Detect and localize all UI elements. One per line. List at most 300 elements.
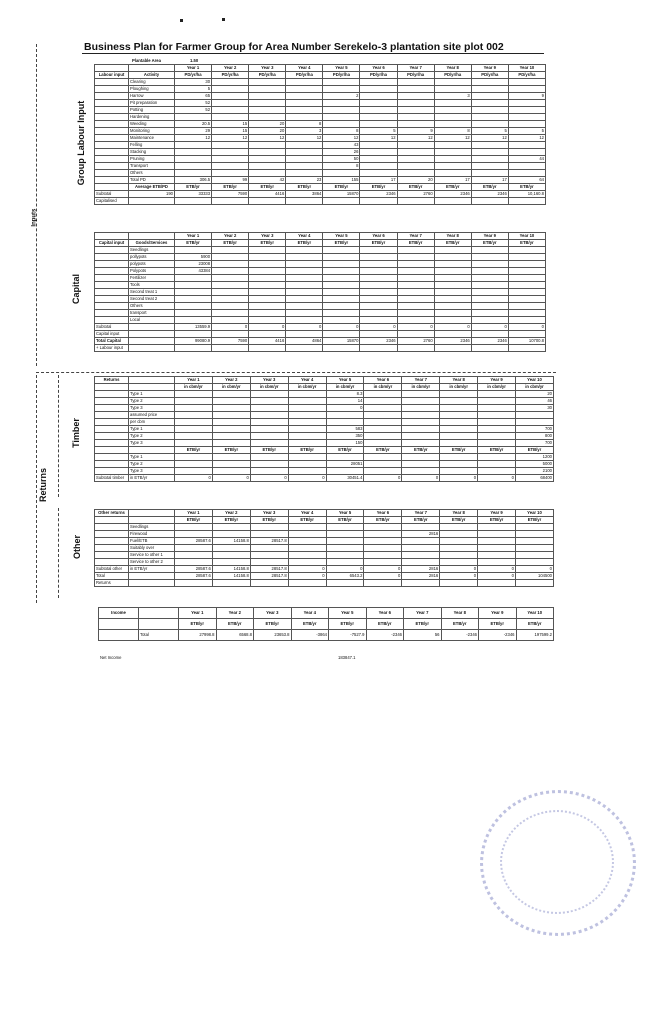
table-cell [471, 100, 508, 107]
table-cell [397, 86, 434, 93]
table-cell: Total [139, 630, 179, 641]
table-cell [95, 254, 129, 261]
table-cell [286, 198, 323, 205]
table-cell [286, 247, 323, 254]
table-row [95, 296, 546, 303]
table-cell [129, 377, 175, 384]
table-cell: 0 [212, 475, 250, 482]
table-cell: Polypots [129, 268, 175, 275]
table-cell: Year 6 [360, 65, 397, 72]
table-cell [286, 303, 323, 310]
table-cell: ETB/yr [179, 619, 217, 630]
table-cell [249, 100, 286, 107]
table-cell [129, 573, 175, 580]
table-cell [434, 282, 471, 289]
table-cell: 12 [323, 135, 360, 142]
table-cell: Year 8 [440, 377, 478, 384]
table-cell: 28051 [326, 461, 364, 468]
table-cell [360, 254, 397, 261]
table-row [95, 240, 546, 247]
table-cell [440, 468, 478, 475]
table-cell: 12 [434, 135, 471, 142]
table-cell [175, 426, 213, 433]
table-cell [440, 531, 478, 538]
table-cell [288, 433, 326, 440]
table-cell: 44 [508, 156, 545, 163]
table-cell [326, 454, 364, 461]
table-cell [508, 275, 545, 282]
table-cell [397, 247, 434, 254]
table-cell: Subtotal other [95, 566, 129, 573]
returns-label: Returns [38, 468, 48, 503]
table-cell: Transport [129, 163, 175, 170]
table-cell [478, 391, 516, 398]
table-cell: 2100 [516, 468, 554, 475]
table-cell [364, 412, 402, 419]
table-row [95, 510, 554, 517]
table-cell [364, 580, 402, 587]
table-cell [249, 170, 286, 177]
table-row [95, 338, 546, 345]
table-cell [175, 419, 213, 426]
table-cell [175, 391, 213, 398]
table-cell [323, 275, 360, 282]
table-cell: 28587.6 [175, 566, 213, 573]
table-cell [288, 419, 326, 426]
table-cell [434, 149, 471, 156]
table-cell: Type 1 [129, 454, 175, 461]
table-cell: Year 2 [212, 377, 250, 384]
table-row [95, 107, 546, 114]
table-cell: Year 5 [329, 608, 367, 619]
table-cell: 28517.8 [250, 538, 288, 545]
table-cell [129, 447, 175, 454]
table-cell: 6568.8 [216, 630, 254, 641]
table-cell [95, 261, 129, 268]
table-cell: pollypots [129, 254, 175, 261]
table-row [95, 324, 546, 331]
table-cell: Pruning [129, 156, 175, 163]
table-cell [288, 426, 326, 433]
table-cell [249, 163, 286, 170]
table-cell [508, 198, 545, 205]
table-row [95, 566, 554, 573]
table-cell: Year 5 [326, 377, 364, 384]
table-cell [95, 545, 129, 552]
table-cell: ETB/yr [471, 184, 508, 191]
table-cell [139, 619, 179, 630]
table-row [95, 114, 546, 121]
table-cell [249, 142, 286, 149]
table-cell [478, 580, 516, 587]
table-cell: 10,160.8 [508, 191, 545, 198]
table-cell: Seedlings [129, 247, 175, 254]
table-cell: -7527.9 [329, 630, 367, 641]
table-cell [516, 559, 554, 566]
table-cell [175, 170, 212, 177]
table-cell: 99 [212, 177, 249, 184]
table-cell [471, 317, 508, 324]
table-cell: PD/yr/ha [434, 72, 471, 79]
table-cell [175, 433, 213, 440]
table-cell [286, 261, 323, 268]
table-cell [95, 282, 129, 289]
table-cell [129, 324, 175, 331]
table-cell: Type 3 [129, 440, 175, 447]
table-cell [249, 114, 286, 121]
other-table [94, 509, 554, 587]
table-cell [286, 282, 323, 289]
table-cell: 8.3 [326, 391, 364, 398]
table-cell: 2346 [471, 191, 508, 198]
table-cell: Year 1 [175, 65, 212, 72]
table-cell: 8 [286, 121, 323, 128]
table-cell [175, 468, 213, 475]
table-cell [95, 303, 129, 310]
table-cell [434, 107, 471, 114]
table-cell [471, 114, 508, 121]
table-cell [250, 552, 288, 559]
table-cell: PD/yr/ha [508, 72, 545, 79]
table-row [95, 580, 554, 587]
table-cell [249, 331, 286, 338]
table-cell [434, 254, 471, 261]
table-cell [364, 419, 402, 426]
table-cell [212, 426, 250, 433]
table-cell [288, 580, 326, 587]
table-cell: Fuel/ETB [129, 538, 175, 545]
table-cell [175, 114, 212, 121]
table-cell: Type 3 [129, 468, 175, 475]
table-cell: ETB/yr [323, 240, 360, 247]
table-cell [175, 247, 212, 254]
table-cell [360, 121, 397, 128]
table-cell [440, 580, 478, 587]
table-cell [250, 468, 288, 475]
table-cell [323, 114, 360, 121]
table-cell: 0 [288, 475, 326, 482]
table-cell: ETB/yr [360, 184, 397, 191]
table-cell [402, 419, 440, 426]
net-income-value: 183847.1 [338, 655, 356, 660]
table-cell [286, 114, 323, 121]
table-cell [212, 580, 250, 587]
table-cell: ETB/yr [508, 184, 545, 191]
table-cell: ETB/yr [249, 240, 286, 247]
table-cell [212, 156, 249, 163]
table-cell: 26 [323, 149, 360, 156]
table-cell: Stacking [129, 149, 175, 156]
table-cell [397, 331, 434, 338]
table-cell [323, 198, 360, 205]
table-cell [516, 531, 554, 538]
table-cell: 12 [286, 135, 323, 142]
table-cell [212, 198, 249, 205]
table-cell: 5900 [175, 254, 212, 261]
table-cell: Felling [129, 142, 175, 149]
table-cell [286, 149, 323, 156]
table-cell [364, 398, 402, 405]
table-cell: polypots [129, 261, 175, 268]
table-cell [323, 331, 360, 338]
table-cell: 2346 [360, 338, 397, 345]
table-cell [95, 65, 129, 72]
table-cell: 800 [516, 433, 554, 440]
table-cell [478, 419, 516, 426]
table-cell [95, 517, 129, 524]
table-cell [440, 405, 478, 412]
table-cell [95, 163, 129, 170]
table-cell: Local [129, 317, 175, 324]
table-cell [175, 405, 213, 412]
table-row [95, 412, 554, 419]
table-cell: 6543.2 [326, 573, 364, 580]
table-cell: 2816 [402, 566, 440, 573]
table-cell [212, 149, 249, 156]
table-cell [508, 254, 545, 261]
table-cell: 14158.8 [212, 538, 250, 545]
table-cell: 46 [516, 398, 554, 405]
table-cell: Average ETB/PD [129, 184, 175, 191]
table-cell [440, 426, 478, 433]
table-cell: 350 [326, 433, 364, 440]
table-cell: 20 [249, 128, 286, 135]
table-cell [516, 538, 554, 545]
table-cell: ETB/yr [364, 447, 402, 454]
table-cell [397, 142, 434, 149]
table-cell: ETB/yr [404, 619, 442, 630]
table-cell [175, 289, 212, 296]
table-cell [249, 296, 286, 303]
table-cell: Total PD [129, 177, 175, 184]
table-cell [397, 93, 434, 100]
table-cell [249, 198, 286, 205]
table-cell: Labour input [95, 72, 129, 79]
table-cell [95, 275, 129, 282]
table-cell [95, 391, 129, 398]
table-cell [95, 121, 129, 128]
table-cell [95, 559, 129, 566]
table-cell [323, 121, 360, 128]
table-cell: 5 [508, 128, 545, 135]
table-cell: 52 [175, 107, 212, 114]
table-cell [175, 398, 213, 405]
table-cell: 306.5 [175, 177, 212, 184]
table-cell [95, 405, 129, 412]
table-cell [478, 412, 516, 419]
table-cell: in ETB/yr [129, 566, 175, 573]
table-cell: 0 [288, 573, 326, 580]
table-cell [364, 391, 402, 398]
table-cell: in cbm/yr [440, 384, 478, 391]
table-cell [95, 128, 129, 135]
table-cell: Year 2 [212, 65, 249, 72]
table-cell [212, 289, 249, 296]
table-cell [95, 247, 129, 254]
table-row [95, 121, 546, 128]
table-cell [175, 580, 213, 587]
plantable-area-value: 1.50 [190, 58, 199, 63]
table-row [95, 156, 546, 163]
table-cell: Suitably over [129, 545, 175, 552]
table-cell: 15 [212, 121, 249, 128]
table-cell: 2346 [360, 191, 397, 198]
table-cell [478, 398, 516, 405]
table-cell: 13559.9 [175, 324, 212, 331]
table-cell: Year 8 [434, 233, 471, 240]
table-cell [397, 170, 434, 177]
scan-mark [180, 19, 183, 22]
table-cell [326, 538, 364, 545]
table-cell [434, 303, 471, 310]
table-cell [175, 282, 212, 289]
table-row [95, 303, 546, 310]
table-cell: 65 [175, 93, 212, 100]
table-cell: 1200 [516, 454, 554, 461]
table-cell [175, 545, 213, 552]
table-cell: Year 1 [175, 233, 212, 240]
table-cell: Goods/Services [129, 240, 175, 247]
table-cell [471, 93, 508, 100]
table-cell: Year 9 [478, 377, 516, 384]
table-cell [397, 100, 434, 107]
table-cell [249, 107, 286, 114]
table-row [95, 177, 546, 184]
inputs-label: Inputs [31, 208, 38, 227]
table-cell [360, 317, 397, 324]
table-cell: Year 6 [364, 510, 402, 517]
table-cell: Year 10 [516, 608, 554, 619]
table-cell: -2346 [366, 630, 404, 641]
table-row [95, 559, 554, 566]
table-cell [364, 440, 402, 447]
table-cell [212, 114, 249, 121]
table-row [99, 608, 554, 619]
table-cell: 0 [326, 405, 364, 412]
table-cell [402, 552, 440, 559]
table-row [95, 79, 546, 86]
table-cell: ETB/yr [479, 619, 517, 630]
table-cell [508, 100, 545, 107]
table-cell: ETB/yr [175, 447, 213, 454]
table-cell: 52 [175, 100, 212, 107]
table-cell: ETB/yr [175, 240, 212, 247]
table-cell [249, 247, 286, 254]
table-cell: Firewood [129, 531, 175, 538]
table-cell [288, 454, 326, 461]
table-cell: ETB/yr [471, 240, 508, 247]
table-cell [175, 149, 212, 156]
table-cell [250, 405, 288, 412]
table-row [95, 163, 546, 170]
table-row [95, 391, 554, 398]
table-cell: Ploughing [129, 86, 175, 93]
table-cell: ETB/yr [478, 447, 516, 454]
scan-mark [222, 18, 225, 21]
table-cell: 0 [288, 566, 326, 573]
table-cell: in cbm/yr [212, 384, 250, 391]
table-cell [139, 608, 179, 619]
table-cell: ETB/yr [326, 447, 364, 454]
table-cell [129, 517, 175, 524]
table-cell: Subtotal timber [95, 475, 129, 482]
table-cell [212, 454, 250, 461]
table-cell [402, 433, 440, 440]
table-row [95, 310, 546, 317]
table-row [95, 191, 546, 198]
table-cell [288, 412, 326, 419]
table-cell: 12 [471, 135, 508, 142]
table-cell [212, 559, 250, 566]
plantable-area-label: Plantable Area [132, 58, 161, 63]
table-cell: Type 2 [129, 433, 175, 440]
table-cell: 33333 [175, 191, 212, 198]
table-row [95, 170, 546, 177]
table-cell: 20 [516, 391, 554, 398]
table-row [95, 184, 546, 191]
table-cell: 20 [397, 177, 434, 184]
table-cell [360, 198, 397, 205]
table-cell: Year 1 [175, 377, 213, 384]
table-cell [326, 552, 364, 559]
table-cell [434, 163, 471, 170]
table-cell [471, 345, 508, 352]
table-cell: Subtotal [95, 191, 129, 198]
table-cell: Year 10 [508, 65, 545, 72]
table-cell: Returns [95, 377, 129, 384]
table-cell [323, 296, 360, 303]
table-cell: 28517.8 [250, 573, 288, 580]
table-cell [175, 303, 212, 310]
table-cell: 155 [323, 177, 360, 184]
table-cell [402, 468, 440, 475]
table-cell [397, 303, 434, 310]
table-cell [471, 275, 508, 282]
table-cell: Income [99, 608, 139, 619]
table-cell: 2346 [471, 338, 508, 345]
table-cell [286, 254, 323, 261]
table-cell: Year 6 [366, 608, 404, 619]
table-cell [397, 254, 434, 261]
table-cell: PD/yr/ha [360, 72, 397, 79]
table-cell [288, 391, 326, 398]
table-cell: 30 [516, 405, 554, 412]
table-cell: 0 [175, 475, 213, 482]
table-cell [212, 398, 250, 405]
table-cell [95, 268, 129, 275]
table-cell [471, 170, 508, 177]
table-cell: ETB/yr [212, 447, 250, 454]
table-cell: 2816 [402, 573, 440, 580]
table-cell: Capital input [95, 240, 129, 247]
table-cell: 8 [323, 163, 360, 170]
table-cell: Year 1 [175, 510, 213, 517]
table-cell: 4416 [249, 338, 286, 345]
table-cell [212, 303, 249, 310]
table-cell: Year 1 [179, 608, 217, 619]
table-cell [95, 440, 129, 447]
table-cell [508, 296, 545, 303]
table-cell [364, 545, 402, 552]
table-cell [402, 524, 440, 531]
table-cell [286, 93, 323, 100]
table-cell [364, 524, 402, 531]
table-cell [95, 538, 129, 545]
table-cell: 9 [397, 128, 434, 135]
table-cell: ETB/yr [440, 447, 478, 454]
table-cell: ETB/yr [250, 447, 288, 454]
table-cell [286, 268, 323, 275]
